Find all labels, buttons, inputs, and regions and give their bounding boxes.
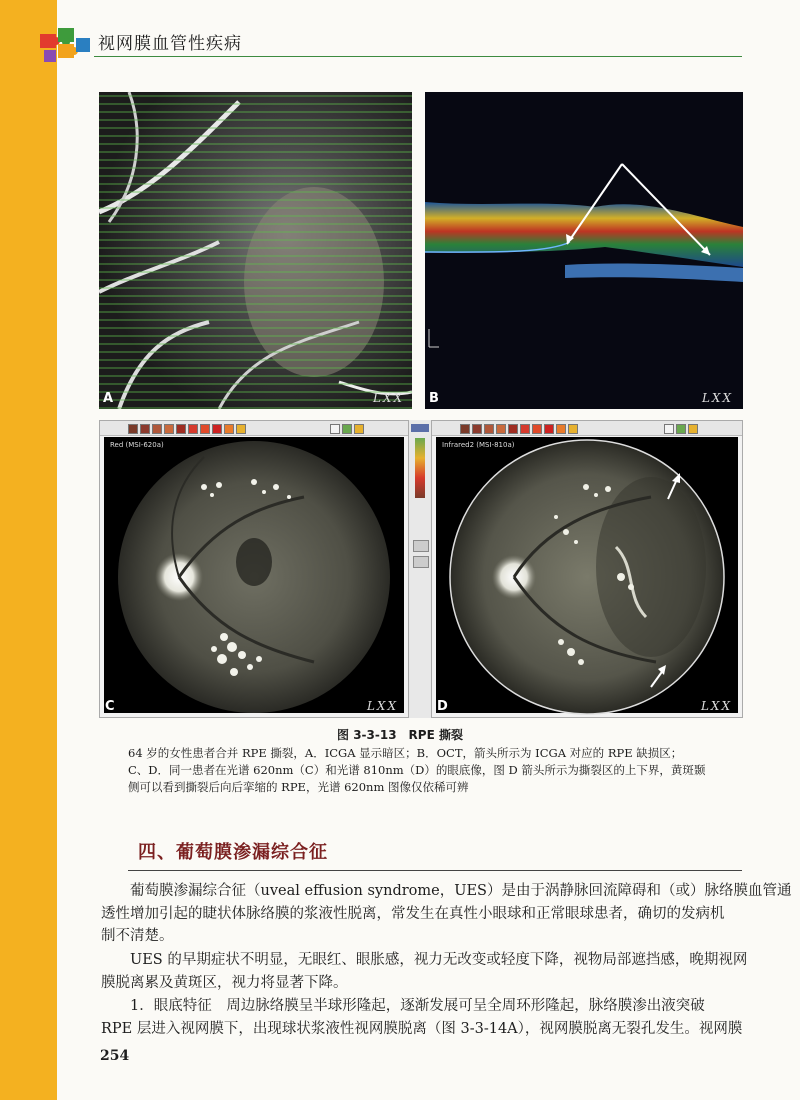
paragraph-line: RPE 层进入视网膜下，出现球状浆液性视网膜脱离（图 3-3-14A），视网膜脱离无裂孔发生。视网膜 xyxy=(101,1020,743,1037)
toolbar-swatch-5[interactable] xyxy=(508,424,518,434)
figure-panel-a-icga xyxy=(99,92,412,409)
paragraph-line: 透性增加引起的睫状体脉络膜的浆液性脱离，常发生在真性小眼球和正常眼球患者，确切的发病机 xyxy=(101,905,725,922)
figure-panel-b-oct xyxy=(425,92,743,409)
toolbar-swatch-3[interactable] xyxy=(484,424,494,434)
caption-line: 侧可以看到撕裂后向后挛缩的 RPE，光谱 620nm 图像仅依稀可辨 xyxy=(128,780,469,794)
toolbar-tool-2[interactable] xyxy=(342,424,352,434)
body-paragraph-2 xyxy=(101,949,748,994)
toolbar-tool-1[interactable] xyxy=(664,424,674,434)
paragraph-line: 膜脱离累及黄斑区，视力将显著下降。 xyxy=(101,974,348,991)
figure-panel-c-fundus-620 xyxy=(99,420,409,718)
body-paragraph-3 xyxy=(101,995,742,1040)
toolbar-swatch-1[interactable] xyxy=(128,424,138,434)
toolbar-swatch-6[interactable] xyxy=(188,424,198,434)
toolbar-tool-3[interactable] xyxy=(688,424,698,434)
toolbar-swatch-7[interactable] xyxy=(200,424,210,434)
panel-c-watermark: LXX xyxy=(366,699,398,713)
paragraph-line: 葡萄膜渗漏综合征（uveal effusion syndrome，UES）是由于涡静脉回流障碍和（或）脉络膜血管通 xyxy=(101,883,792,899)
toolbar-swatch-5[interactable] xyxy=(176,424,186,434)
toolbar-swatch-9[interactable] xyxy=(224,424,234,434)
panel-letter-a: A xyxy=(103,391,114,406)
panel-d-watermark: LXX xyxy=(700,699,732,713)
fundus-image-810 xyxy=(436,437,738,715)
palette-header xyxy=(411,424,429,432)
caption-line: 64 岁的女性患者合并 RPE 撕裂，A．ICGA 显示暗区；B．OCT，箭头所示为 ICGA 对应的 RPE 缺损区； xyxy=(128,746,683,760)
fundus-view-d xyxy=(436,437,738,713)
figure-panel-d-fundus-810 xyxy=(431,420,743,718)
fundus-image-620 xyxy=(104,437,404,715)
toolbar-swatch-8[interactable] xyxy=(544,424,554,434)
toolbar-swatch-6[interactable] xyxy=(520,424,530,434)
toolbar-swatch-2[interactable] xyxy=(140,424,150,434)
viewer-palette-strip xyxy=(409,420,431,718)
toolbar-swatch-1[interactable] xyxy=(460,424,470,434)
caption-line: C、D．同一患者在光谱 620nm（C）和光谱 810nm（D）的眼底像，图 D 箭头所示为撕裂区的上下界，黄斑颞 xyxy=(128,763,706,777)
toolbar-swatch-9[interactable] xyxy=(556,424,566,434)
toolbar-swatch-8[interactable] xyxy=(212,424,222,434)
toolbar-swatch-7[interactable] xyxy=(532,424,542,434)
toolbar-swatch-10[interactable] xyxy=(568,424,578,434)
paragraph-line: UES 的早期症状不明显，无眼红、眼胀感，视力无改变或轻度下降，视物局部遮挡感，晚期视网 xyxy=(101,952,748,968)
body-paragraph-1 xyxy=(101,880,792,948)
channel-label-c: Red (MSI-620a) xyxy=(110,441,164,449)
panel-b-watermark: LXX xyxy=(701,391,733,405)
running-header-title: 视网膜血管性疾病 xyxy=(98,34,242,54)
toolbar-swatch-3[interactable] xyxy=(152,424,162,434)
palette-tool-1[interactable] xyxy=(413,540,429,552)
paragraph-line: 制不清楚。 xyxy=(101,928,174,944)
channel-label-d: Infrared2 (MSI-810a) xyxy=(442,441,515,449)
oct-image xyxy=(425,92,743,409)
toolbar-swatch-10[interactable] xyxy=(236,424,246,434)
toolbar-tool-2[interactable] xyxy=(676,424,686,434)
icga-image xyxy=(99,92,412,409)
toolbar-tool-3[interactable] xyxy=(354,424,364,434)
toolbar-swatch-4[interactable] xyxy=(164,424,174,434)
toolbar-tool-1[interactable] xyxy=(330,424,340,434)
paragraph-line: 1．眼底特征 周边脉络膜呈半球形隆起，逐渐发展可呈全周环形隆起，脉络膜渗出液突破 xyxy=(101,998,705,1014)
panel-letter-b: B xyxy=(429,391,439,406)
panel-letter-c: C xyxy=(105,699,115,714)
viewer-toolbar-d xyxy=(432,421,742,436)
page-number: 254 xyxy=(100,1048,130,1064)
side-color-band xyxy=(0,0,57,1100)
panel-a-watermark: LXX xyxy=(372,391,404,405)
fundus-view-c xyxy=(104,437,404,713)
palette-scale xyxy=(415,438,425,498)
figure-caption-body xyxy=(128,745,742,796)
header-divider xyxy=(94,56,742,57)
section-divider xyxy=(128,870,742,871)
section-heading: 四、葡萄膜渗漏综合征 xyxy=(138,842,328,863)
palette-tool-2[interactable] xyxy=(413,556,429,568)
figure-caption-title: 图 3-3-13 RPE 撕裂 xyxy=(337,728,463,742)
toolbar-swatch-2[interactable] xyxy=(472,424,482,434)
panel-letter-d: D xyxy=(437,699,448,714)
puzzle-logo-icon xyxy=(38,24,94,70)
viewer-toolbar-c xyxy=(100,421,408,436)
toolbar-swatch-4[interactable] xyxy=(496,424,506,434)
